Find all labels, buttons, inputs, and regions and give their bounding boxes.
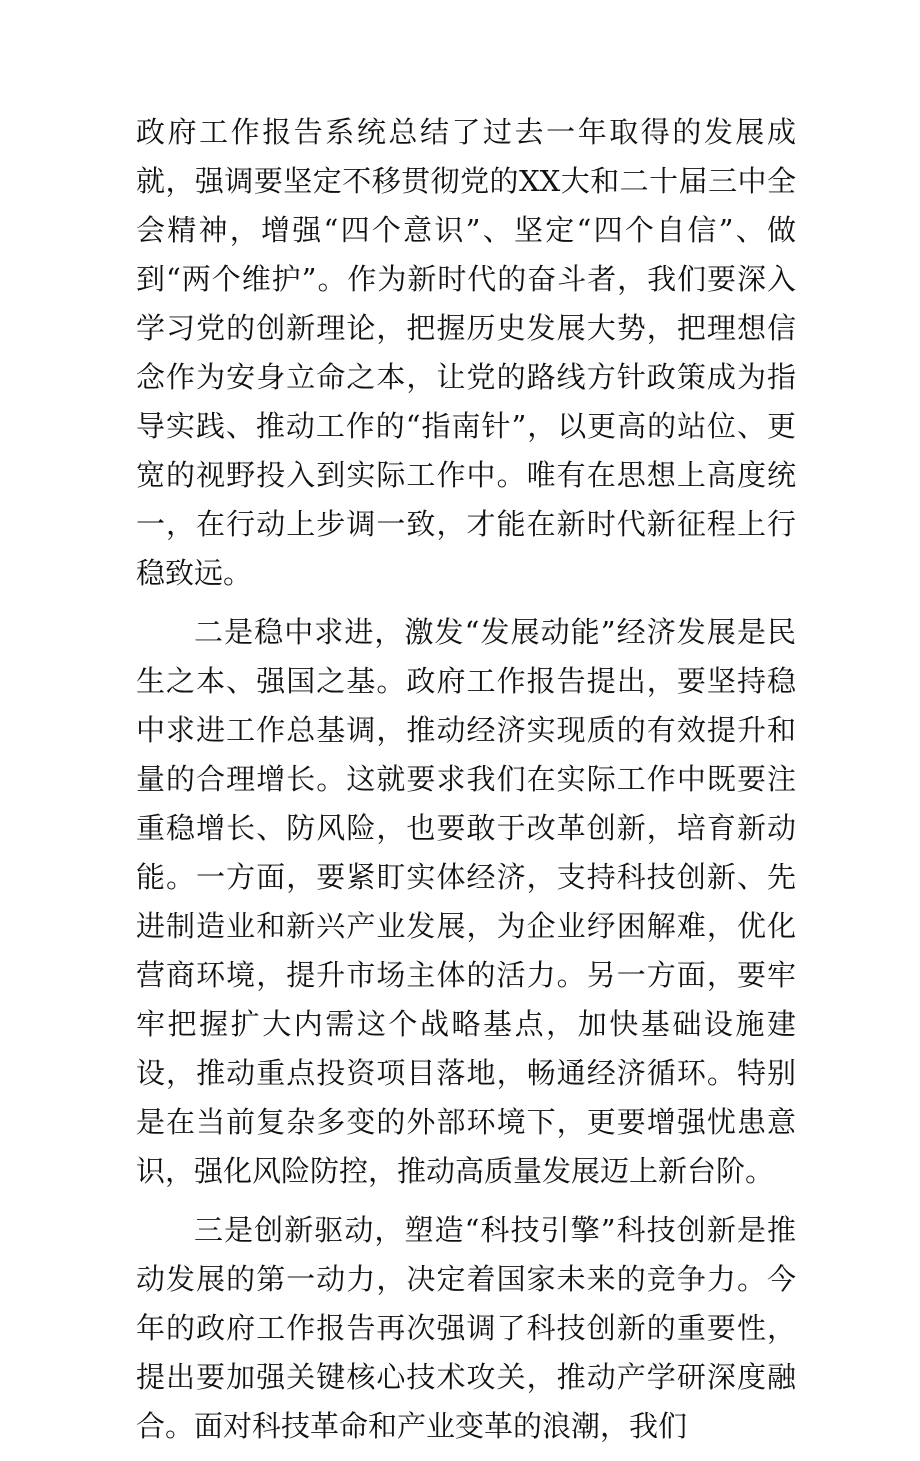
- document-body: [136, 108, 796, 1461]
- paragraph-1: 政府工作报告系统总结了过去一年取得的发展成就，强调要坚定不移贯彻党的XX大和二十届三中全会精神，增强“四个意识”、坚定“四个自信”、做到“两个维护”。作为新时代的奋斗者，我们要深入学习党的创新理论，把握历史发展大势，把理想信念作为安身立命之本，让党的路线方针政策成为指导实践、推动工作的“指南针”，以更高的站位、更宽的视野投入到实际工作中。唯有在思想上高度统一，在行动上步调一致，才能在新时代新征程上行稳致远。: [136, 115, 796, 590]
- paragraph-2: 二是稳中求进，激发“发展动能”经济发展是民生之本、强国之基。政府工作报告提出，要坚持稳中求进工作总基调，推动经济实现质的有效提升和量的合理增长。这就要求我们在实际工作中既要注重稳增长、防风险，也要敢于改革创新，培育新动能。一方面，要紧盯实体经济，支持科技创新、先进制造业和新兴产业发展，为企业纾困解难，优化营商环境，提升市场主体的活力。另一方面，要牢牢把握扩大内需这个战略基点，加快基础设施建设，推动重点投资项目落地，畅通经济循环。特别是在当前复杂多变的外部环境下，更要增强忧患意识，强化风险防控，推动高质量发展迈上新台阶。: [136, 615, 796, 1188]
- paragraph-3: 三是创新驱动，塑造“科技引擎”科技创新是推动发展的第一动力，决定着国家未来的竞争力。今年的政府工作报告再次强调了科技创新的重要性，提出要加强关键核心技术攻关，推动产学研深度融合。面对科技革命和产业变革的浪潮，我们: [136, 1213, 796, 1443]
